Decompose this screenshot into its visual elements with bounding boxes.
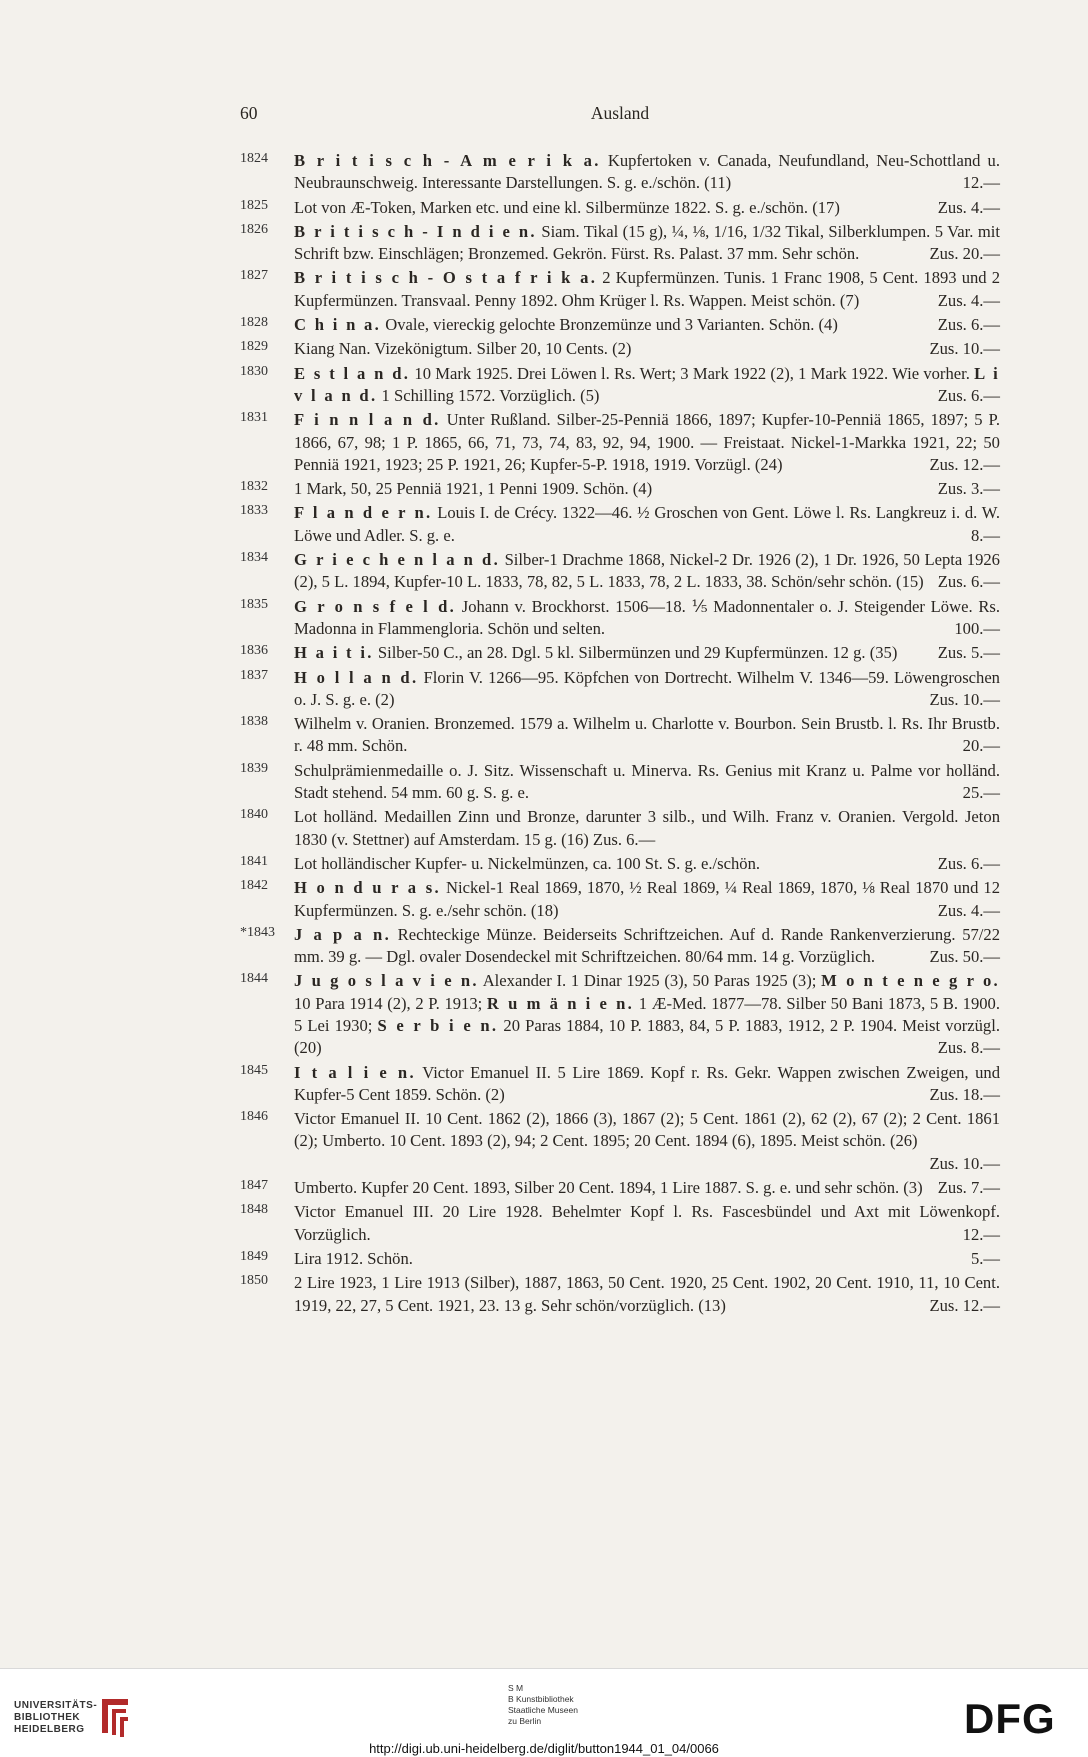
lot-price: Zus. 3.— — [937, 479, 1000, 499]
lot-heading: Wilhelm V. — [736, 667, 814, 687]
lot-heading: Wilh. Franz v. Oranien. — [732, 807, 896, 827]
lot-description — [294, 267, 1000, 312]
lot-description — [294, 1272, 1000, 1317]
lot-price: Zus. 5.— — [937, 643, 1000, 663]
lot-price: Zus. 6.— — [937, 572, 1000, 592]
lot-text: Vizekönigtum. Silber 20, 10 Cents. (2) — [370, 339, 632, 359]
catalog-entry — [240, 221, 1000, 266]
lot-number: 1845 — [240, 1062, 268, 1078]
lot-description — [294, 970, 1000, 1059]
lot-description — [294, 642, 1000, 664]
lot-heading: Victor Emanuel II. — [294, 1109, 421, 1129]
lot-text: 1 Franc 1908, 5 Cent. 1893 und 2 Kupfermünzen. — [294, 268, 1000, 310]
lot-text: Lot holländ. Medaillen Zinn und Bronze, darunter 3 silb., und — [294, 807, 733, 827]
lot-text: 10 Para 1914 (2), 2 P. 1913; — [294, 993, 487, 1013]
lot-number: 1844 — [240, 971, 268, 987]
lot-number: 1839 — [240, 760, 268, 776]
lot-text: Kupfer 20 Cent. 1893, Silber 20 Cent. 1894, 1 Lire 1887. S. g. e. und sehr schön. (3) — [357, 1178, 923, 1198]
catalog-entry — [240, 267, 1000, 312]
lot-heading: B r i t i s c h - I n d i e n. — [294, 221, 537, 241]
lot-heading: J u g o s l a v i e n. — [294, 971, 479, 991]
catalog-entry — [240, 853, 1000, 875]
lot-text: Tikal (15 g), ¼, ⅛, 1/16, 1/32 Tikal, Silberklumpen. 5 Var. mit Schrift bzw. Einschlägen; Bronzemed. Gekrön. Fürst. Rs. Palast. 37 mm. Sehr schön. — [294, 221, 1000, 264]
sm-line-1: S M — [508, 1683, 524, 1693]
catalog-entry — [240, 502, 1000, 547]
lot-price: 100.— — [954, 618, 1000, 638]
catalog-entry — [240, 549, 1000, 594]
lot-number: 1841 — [240, 853, 268, 869]
catalog-entries — [240, 150, 1000, 1319]
lot-number: 1826 — [240, 221, 268, 237]
lot-text: Nickel-1 Real 1869, 1870, ½ Real 1869, ¼ Real 1869, 1870, ⅛ Real 1870 und 12 Kupfermünzen. S. g. e./sehr schön. (18) — [294, 878, 1000, 920]
lot-price: Zus. 6.— — [937, 385, 1000, 405]
lot-text: Silber-1 Drachme 1868, Nickel-2 Dr. 1926 (2), 1 Dr. 1926, 50 Lepta 1926 (2), 5 L. 1894, Kupfer-10 L. 1833, 78, 82, 5 L. 1833, 78, 2 L. 1833, 38. Schön/sehr schön. (15) — [294, 550, 1000, 592]
library-logo-icon — [98, 1695, 132, 1739]
lot-number: 1838 — [240, 714, 268, 730]
catalog-entry — [240, 713, 1000, 758]
lot-heading: Transvaal. — [401, 290, 471, 310]
catalog-entry — [240, 1062, 1000, 1107]
lot-price: Zus. 6.— — [937, 853, 1000, 873]
lot-text: 1 Mark, 50, 25 Penniä 1921, 1 Penni 1909. Schön. (4) — [294, 479, 653, 499]
lot-heading: H o l l a n d. — [294, 667, 419, 687]
catalog-entry — [240, 877, 1000, 922]
lot-number: 1830 — [240, 363, 268, 379]
lot-number: 1837 — [240, 667, 268, 683]
lot-text: 1506—18. ⅕ Madonnentaler o. J. Steigender Löwe. Rs. Madonna in Flammengloria. Schön und selten. — [294, 596, 1000, 638]
lot-heading: J a p a n. — [294, 924, 392, 944]
lot-heading: Wilhelm v. Oranien. — [294, 714, 430, 734]
lot-description — [294, 150, 1000, 195]
lot-description — [294, 1201, 1000, 1246]
catalog-entry — [240, 667, 1000, 712]
lot-text: Silber-50 C., an 28. Dgl. 5 kl. Silbermünzen und 29 Kupfermünzen. 12 g. (35) — [373, 643, 898, 663]
catalog-entry — [240, 924, 1000, 969]
lot-description — [294, 596, 1000, 641]
lot-number: 1847 — [240, 1178, 268, 1194]
lot-text: 2 Kupfermünzen. — [597, 268, 725, 288]
catalog-entry — [240, 197, 1000, 219]
lot-price: 25.— — [962, 783, 1000, 803]
library-line-3: HEIDELBERG — [14, 1724, 85, 1735]
lot-heading: G r o n s f e l d. — [294, 596, 457, 616]
lot-text: 20 Paras 1884, 10 P. 1883, 84, 5 P. 1883, 1912, 2 P. 1904. Meist vorzügl. (20) — [294, 1015, 1000, 1058]
lot-heading: Florin V. — [423, 667, 483, 687]
lot-text: Silber-25-Penniä 1866, 1897; Kupfer-10-Penniä 1865, 1897; 5 P. 1866, 67, 98; 1 P. 1865, 66, 71, 73, 74, 83, 92, 94, 1900. — — [294, 410, 1001, 452]
lot-number: 1835 — [240, 596, 268, 612]
lot-description — [294, 806, 1000, 851]
catalog-entry — [240, 1108, 1000, 1175]
lot-price: Zus. 6.— — [937, 315, 1000, 335]
lot-heading: Siam. — [541, 221, 580, 241]
catalog-entry — [240, 150, 1000, 195]
footer-bar — [0, 1668, 1088, 1757]
catalog-entry — [240, 1272, 1000, 1317]
lot-description — [294, 478, 1000, 500]
lot-text: Penny 1892. Ohm Krüger l. Rs. Wappen. Meist schön. (7) — [470, 290, 860, 310]
lot-heading: Umberto. — [294, 1178, 358, 1198]
lot-description — [294, 502, 1000, 547]
lot-number: 1825 — [240, 197, 268, 213]
lot-heading: Unter Rußland. — [446, 410, 551, 430]
lot-description — [294, 549, 1000, 594]
lot-description — [294, 924, 1000, 969]
lot-text: Kupfertoken v. Canada, Neufundland, Neu-Schottland u. Neubraunschweig. Interessante Darstellungen. S. g. e./schön. (11) — [294, 151, 1000, 193]
lot-price: 12.— — [962, 1224, 1000, 1244]
lot-heading: B r i t i s c h - A m e r i k a. — [294, 151, 601, 170]
lot-number: 1846 — [240, 1109, 268, 1125]
lot-description — [294, 1177, 1000, 1199]
lot-heading: Alexander I. — [482, 971, 567, 991]
lot-price: Zus. 18.— — [929, 1084, 1000, 1104]
lot-text: Schulprämienmedaille o. J. Sitz. Wissenschaft u. Minerva. Rs. Genius mit Kranz u. Palme vor holländ. Stadt stehend. 54 mm. 60 g. S. g. e. — [294, 760, 1000, 803]
lot-number: 1828 — [240, 315, 268, 331]
catalog-entry — [240, 478, 1000, 500]
lot-heading: Tunis. — [724, 268, 766, 288]
lot-heading: L i v l a n d. — [294, 363, 1001, 405]
page-title: Ausland — [590, 103, 650, 123]
catalog-entry — [240, 806, 1000, 851]
lot-description — [294, 667, 1000, 712]
lot-description — [294, 1248, 1000, 1270]
lot-text: Lot von Æ-Token, Marken etc. und eine kl. Silbermünze 1822. S. g. e./schön. (17) — [294, 197, 840, 217]
lot-text: 1 Æ-Med. 1877—78. Silber 50 Bani 1873, 5 B. 1900. 5 Lei 1930; — [294, 993, 1001, 1035]
catalog-entry — [240, 970, 1000, 1059]
lot-number: 1850 — [240, 1273, 268, 1289]
lot-text: Lira 1912. Schön. — [294, 1248, 413, 1268]
lot-price: Zus. 10.— — [929, 339, 1000, 359]
lot-number: 1836 — [240, 643, 268, 659]
lot-text: Vergold. Jeton 1830 (v. Stettner) auf Amsterdam. 15 g. (16) Zus. 6.— — [294, 807, 1000, 849]
catalog-entry — [240, 409, 1000, 476]
lot-heading: S e r b i e n. — [377, 1015, 499, 1035]
kunstbibliothek-logo-text — [508, 1683, 578, 1727]
lot-price: Zus. 8.— — [937, 1038, 1000, 1058]
lot-text: Nickel-1-Markka 1921, 22; 50 Penniä 1921, 1923; 25 P. 1921, 26; Kupfer-5-P. 1918, 1919. Vorzügl. (24) — [294, 432, 1000, 474]
lot-heading: M o n t e n e g r o. — [821, 971, 1001, 991]
lot-description — [294, 338, 1000, 360]
lot-text: 10 Mark 1925. Drei Löwen l. Rs. Wert; 3 Mark 1922 (2), 1 Mark 1922. Wie vorher. — [410, 363, 975, 383]
lot-heading: Kiang Nan. — [294, 339, 371, 359]
lot-heading: Victor Emanuel II. — [422, 1062, 551, 1082]
catalog-entry — [240, 596, 1000, 641]
lot-text: 10 Cent. 1893 (2), 94; 2 Cent. 1895; 20 Cent. 1894 (6), 1895. Meist schön. (26) — [385, 1131, 918, 1151]
catalog-entry — [240, 1248, 1000, 1270]
lot-number: 1827 — [240, 268, 268, 284]
lot-description — [294, 1062, 1000, 1107]
permalink-url[interactable]: http://digi.ub.uni-heidelberg.de/diglit/button1944_01_04/0066 — [369, 1741, 719, 1756]
lot-description — [294, 853, 1000, 875]
lot-number: 1848 — [240, 1202, 268, 1218]
lot-heading: R u m ä n i e n. — [486, 993, 635, 1013]
lot-description — [294, 314, 1000, 336]
lot-price: Zus. 12.— — [929, 1295, 1000, 1315]
lot-number: *1843 — [240, 924, 275, 940]
lot-heading: F i n n l a n d. — [294, 410, 441, 430]
lot-heading: C h i n a. — [294, 315, 382, 335]
catalog-entry — [240, 1201, 1000, 1246]
lot-price: Zus. 50.— — [929, 947, 1000, 967]
lot-text: Bronzemed. 1579 a. Wilhelm u. Charlotte v. Bourbon. Sein Brustb. l. Rs. Ihr Brustb. r. 48 mm. Schön. — [294, 714, 1001, 756]
lot-price: Zus. 10.— — [929, 1153, 1000, 1173]
sm-line-3: Staatliche Museen — [508, 1705, 578, 1715]
lot-description — [294, 760, 1000, 805]
lot-heading: H a i t i. — [294, 643, 374, 663]
page-header — [240, 103, 1000, 127]
lot-text: 5 Lire 1869. Kopf r. Rs. Gekr. Wappen zwischen Zweigen, und Kupfer-5 Cent 1859. Schön. (2) — [294, 1062, 1000, 1104]
lot-text: 2 Lire 1923, 1 Lire 1913 (Silber), 1887, 1863, 50 Cent. 1920, 25 Cent. 1902, 20 Cent. 1910, 11, 10 Cent. 1919, 22, 27, 5 Cent. 1921, 23. 13 g. Sehr schön/vorzüglich. (13) — [294, 1273, 1000, 1315]
lot-number: 1829 — [240, 339, 268, 355]
sm-line-2: B Kunstbibliothek — [508, 1694, 574, 1704]
lot-number: 1832 — [240, 479, 268, 495]
library-logo-text[interactable] — [14, 1700, 97, 1736]
lot-heading: E s t l a n d. — [294, 363, 411, 383]
catalog-entry — [240, 760, 1000, 805]
lot-description — [294, 197, 1000, 219]
library-line-2: BIBLIOTHEK — [14, 1712, 81, 1723]
lot-price: Zus. 7.— — [937, 1178, 1000, 1198]
lot-price: 20.— — [962, 736, 1000, 756]
lot-heading: Louis I. de Crécy. — [437, 503, 558, 523]
lot-description — [294, 1108, 1000, 1175]
catalog-entry — [240, 363, 1000, 408]
lot-heading: H o n d u r a s. — [294, 878, 441, 898]
lot-heading: Johann v. Brockhorst. — [461, 596, 610, 616]
lot-heading: Umberto. — [322, 1131, 386, 1151]
lot-heading: B r i t i s c h - O s t a f r i k a. — [294, 268, 598, 288]
lot-heading: F l a n d e r n. — [294, 503, 433, 523]
lot-text: 1 Schilling 1572. Vorzüglich. (5) — [377, 385, 600, 405]
lot-description — [294, 221, 1000, 266]
lot-number: 1831 — [240, 410, 268, 426]
lot-text: Lot holländischer Kupfer- u. Nickelmünzen, ca. 100 St. S. g. e./schön. — [294, 853, 761, 873]
lot-price: Zus. 10.— — [929, 689, 1000, 709]
lot-price: 8.— — [970, 525, 1000, 545]
lot-number: 1833 — [240, 503, 268, 519]
lot-number: 1834 — [240, 550, 268, 566]
lot-text: Ovale, viereckig gelochte Bronzemünze und 3 Varianten. Schön. (4) — [381, 315, 838, 335]
catalog-entry — [240, 1177, 1000, 1199]
lot-heading: Freistaat. — [723, 432, 785, 452]
lot-text: 20 Lire 1928. Behelmter Kopf l. Rs. Fascesbündel und Axt mit Löwenkopf. Vorzüglich. — [294, 1202, 1000, 1244]
library-line-1: UNIVERSITÄTS- — [14, 1700, 98, 1711]
page-number: 60 — [240, 103, 258, 123]
lot-text: 1346—59. Löwengroschen o. J. S. g. e. (2) — [294, 667, 1000, 709]
lot-text: 1266—95. Köpfchen von Dortrecht. — [482, 667, 737, 687]
lot-number: 1824 — [240, 151, 268, 166]
lot-description — [294, 409, 1000, 476]
lot-description — [294, 877, 1000, 922]
sm-line-4: zu Berlin — [508, 1716, 542, 1726]
lot-text: 1322—46. ½ Groschen von Gent. Löwe l. Rs. Langkreuz i. d. W. Löwe und Adler. S. g. e. — [294, 503, 1001, 545]
lot-heading: G r i e c h e n l a n d. — [294, 550, 501, 570]
lot-price: Zus. 20.— — [929, 244, 1000, 264]
lot-number: 1849 — [240, 1248, 268, 1264]
lot-text: 10 Cent. 1862 (2), 1866 (3), 1867 (2); 5 Cent. 1861 (2), 62 (2), 67 (2); 2 Cent. 1861 (2); — [294, 1109, 1000, 1151]
lot-text: 1 Dinar 1925 (3), 50 Paras 1925 (3); — [566, 971, 822, 991]
lot-number: 1842 — [240, 878, 268, 894]
catalog-entry — [240, 338, 1000, 360]
lot-number: 1840 — [240, 807, 268, 823]
lot-text: Rechteckige Münze. Beiderseits Schriftzeichen. Auf d. Rande Rankenverzierung. 57/22 mm. 39 g. — Dgl. ovaler Dosendeckel mit Schriftzeichen. 80/64 mm. 14 g. Vorzüglich. — [294, 924, 1000, 967]
lot-price: Zus. 4.— — [937, 290, 1000, 310]
dfg-logo: DFG — [964, 1695, 1056, 1742]
lot-price: Zus. 12.— — [929, 454, 1000, 474]
lot-price: Zus. 4.— — [937, 900, 1000, 920]
lot-price: Zus. 4.— — [937, 197, 1000, 217]
lot-heading: I t a l i e n. — [294, 1062, 416, 1082]
lot-heading: Victor Emanuel III. — [294, 1202, 434, 1222]
lot-price: 5.— — [970, 1248, 1000, 1268]
lot-price: 12.— — [962, 173, 1000, 193]
catalog-entry — [240, 314, 1000, 336]
lot-description — [294, 713, 1000, 758]
catalog-entry — [240, 642, 1000, 664]
lot-description — [294, 363, 1000, 408]
